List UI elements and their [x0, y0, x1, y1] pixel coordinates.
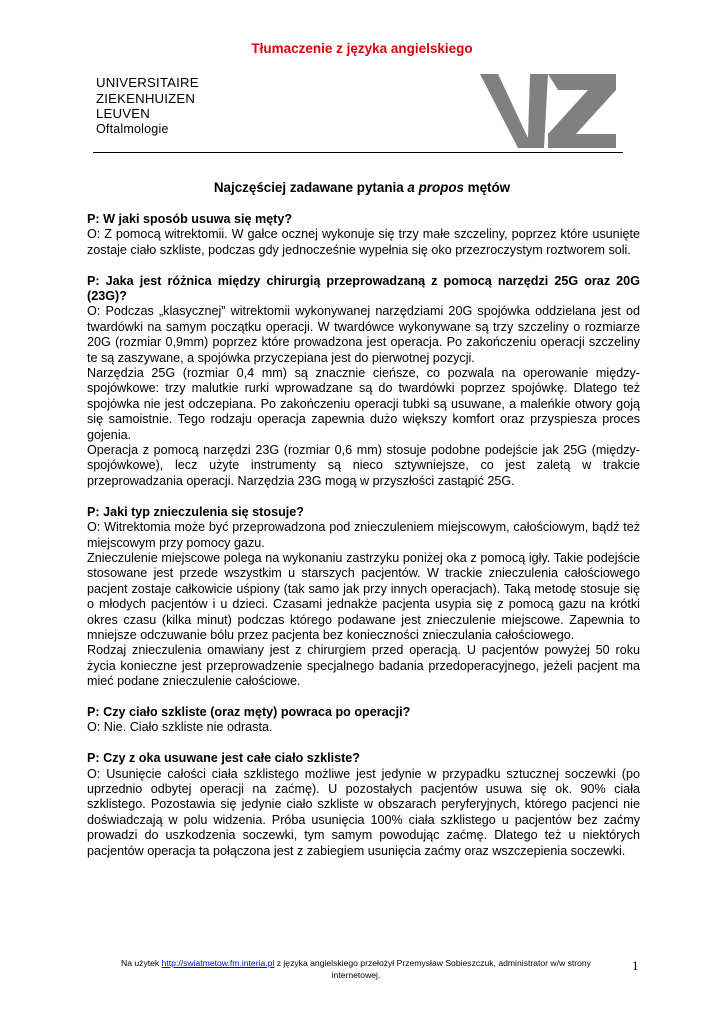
answer-paragraph: Znieczulenie miejscowe polega na wykonaniu zastrzyku poniżej oka z pomocą igły. Takie podejście stosowane jest przede wszystkim u starszych pacjentów. W trackie znieczulenia całościowego pacjent zostaje całkowicie uśpiony (tak samo jak przy innych operacjach). Taką metodę stosuje się o młodych pacjentów i u dzieci. Czasami jednakże pacjenta usypia się z pomocą gazu na krótki okres czasu (kilka minut) podczas którego podawane jest znieczulenie miejscowe. Zapewnia to mniejsze odczuwanie bólu przez pacjenta bez konieczności znieczulania całościowego.: [87, 550, 640, 642]
header-rule: [93, 152, 623, 153]
faq-item: [87, 705, 640, 736]
page-number: 1: [632, 958, 639, 973]
title-tail: mętów: [463, 180, 511, 195]
document-title: [0, 180, 724, 195]
answer-paragraph: Operacja z pomocą narzędzi 23G (rozmiar 0,6 mm) stosuje podobne podejście jak 25G (między-spojówkowe), lecz użyte instrumenty są nieco sztywniejsze, co jest zaletą w trakcie przeprowadzania operacji. Narzędzia 23G mogą w przyszłości zastąpić 25G.: [87, 443, 640, 488]
faq-item: [87, 212, 640, 258]
title-emphasis: a propos: [407, 180, 464, 195]
question: P: Czy z oka usuwane jest całe ciało szkliste?: [87, 751, 360, 766]
uz-leuven-logo: [478, 70, 618, 152]
institution-line: ZIEKENHUIZEN: [96, 90, 196, 106]
institution-line: UNIVERSITAIRE: [96, 75, 199, 90]
faq-item: [87, 274, 640, 490]
answer-paragraph: O: Witrektomia może być przeprowadzona pod znieczuleniem miejscowym, całościowym, bądź też miejscowym przy pomocy gazu.: [87, 520, 640, 550]
question: P: W jaki sposób usuwa się męty?: [87, 212, 293, 226]
answer-paragraph: O: Nie. Ciało szkliste nie odrasta.: [87, 720, 273, 735]
answer-paragraph: Rodzaj znieczulenia omawiany jest z chirurgiem przed operacją. U pacjentów powyżej 50 roku życia konieczne jest przeprowadzenie specjalnego badania przedoperacyjnego, jeżeli pacjent ma mieć podane znieczulenie całościowe.: [87, 643, 640, 689]
question: P: Jaka jest różnica między chirurgią przeprowadzaną z pomocą narzędzi 25G oraz 20G (23G)?: [87, 273, 640, 304]
website-link[interactable]: http://swiatmetow.fm.interia.pl: [161, 958, 275, 968]
title-main: Najczęściej zadawane pytania: [213, 180, 408, 195]
institution-line: LEUVEN: [96, 106, 150, 121]
footer-suffix: z języka angielskiego przełożył Przemysław Sobieszczuk, administrator w/w strony internetowej.: [274, 958, 591, 980]
faq-item: [87, 505, 640, 690]
answer-paragraph: Narzędzia 25G (rozmiar 0,4 mm) są znacznie cieńsze, co pozwala na operowanie między-spojówkowe: trzy malutkie rurki wprowadzane są do twardówki poprzez spojówkę. Dlatego też spojówka nie jest odczepiana. Po zakończeniu operacji tubki są usuwane, a maleńkie otwory goją się samoistnie. Tego rodzaju operacja zapewnia dużo większy komfort oraz przyspiesza proces gojenia.: [87, 366, 640, 442]
question: P: Czy ciało szkliste (oraz męty) powraca po operacji?: [87, 704, 411, 719]
answer-paragraph: O: Usunięcie całości ciała szklistego możliwe jest jedynie w przypadku sztucznej soczewki (po uprzednio odbytej operacji na zaćmę). U pozostałych pacjentów usuwa się ok. 90% ciała szklistego. Pozostawia się jedynie ciało szkliste w obszarach peryferyjnych, którego pacjenci nie doświadczają w polu widzenia. Próba usunięcia 100% ciała szklistego u pacjentów bez zaćmy prowadzi do uszkodzenia soczewki, tym samym powodując zaćmę. Dlatego też u niektórych pacjentów operacja ta połączona jest z zabiegiem usunięcia zaćmy oraz wszczepienia soczewki.: [87, 766, 640, 858]
faq-item: [87, 751, 640, 859]
department-name: Oftalmologie: [96, 121, 169, 136]
answer-paragraph: O: Podczas „klasycznej” witrektomii wykonywanej narzędziami 20G spojówka oddzielana jest od twardówki na samym początku operacji. W twardówce wykonywane są trzy szczeliny o rozmiarze 20G (rozmiar 0,9mm) poprzez które prowadzona jest operacja. Po zakończeniu operacji szczeliny te są zaszywane, a spojówka przyczepiana jest do pierwotnej pozycji.: [87, 304, 640, 365]
translation-note: Tłumaczenie z języka angielskiego: [251, 41, 473, 56]
faq-content: [87, 212, 640, 874]
question: P: Jaki typ znieczulenia się stosuje?: [87, 504, 304, 519]
footer-prefix: Na użytek: [121, 958, 162, 968]
institution-name: [96, 75, 199, 137]
page-footer: [96, 957, 616, 981]
answer-paragraph: O: Z pomocą witrektomii. W gałce ocznej wykonuje się trzy małe szczeliny, poprzez które usunięte zostaje ciało szkliste, podczas gdy jednocześnie wypełnia się oko przezroczystym roztworem soli.: [87, 227, 640, 257]
